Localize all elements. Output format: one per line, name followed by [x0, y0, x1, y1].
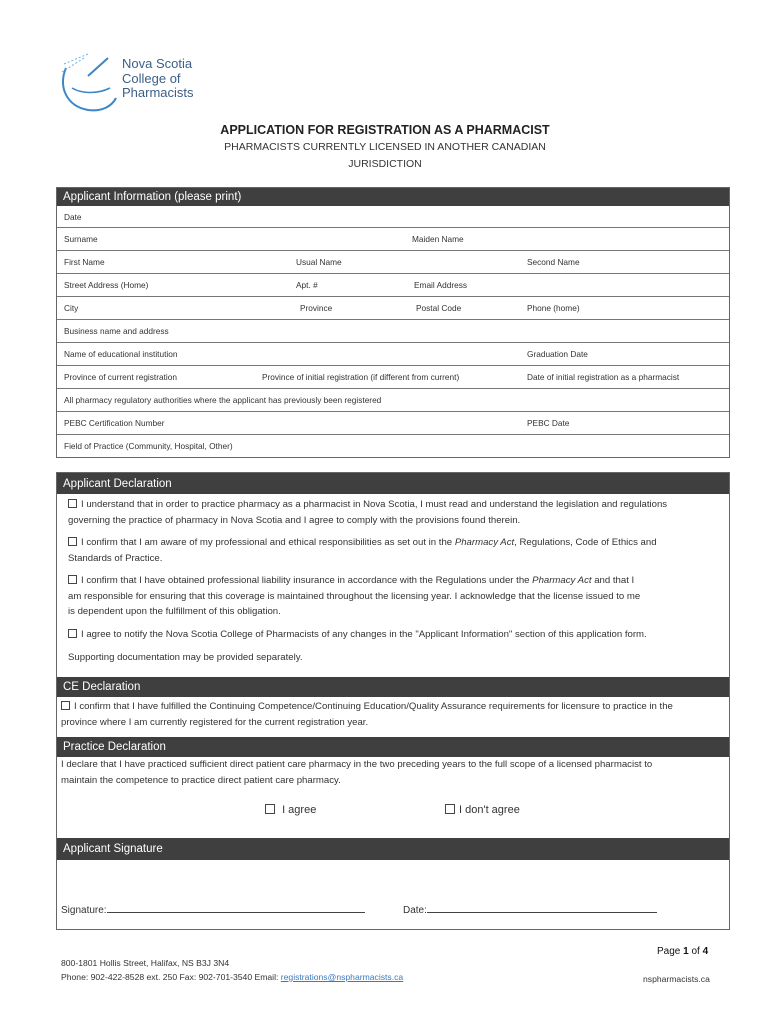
email-link[interactable]: registrations@nspharmacists.ca [280, 972, 404, 982]
declaration-item-3: I confirm that I have obtained professional liability insurance in accordance with the Regulations under the Pharmacy Act and that I am responsible for ensuring that this coverage is maintained throughout the licensing year. I acknowledge that the license issued to me is dependent upon the fulfillment of this obligation. [68, 575, 641, 617]
row-business[interactable] [57, 319, 729, 342]
second-name-label: Second Name [527, 257, 580, 267]
logo-text [122, 57, 194, 101]
signature-line[interactable] [107, 903, 365, 913]
declaration-item-2: I confirm that I am aware of my professional and ethical responsibilities as set out in the Pharmacy Act, Regulations, Code of Ethics and Standards of Practice. [68, 537, 657, 564]
practice-declaration-header: Practice Declaration [57, 737, 729, 757]
checkbox[interactable] [68, 537, 77, 546]
province-label: Province [300, 303, 333, 313]
row-surname[interactable] [57, 227, 729, 250]
ce-declaration-header: CE Declaration [57, 677, 729, 697]
field-of-practice-label: Field of Practice (Community, Hospital, Other) [64, 441, 233, 451]
checkbox[interactable] [61, 701, 70, 710]
checkbox[interactable] [68, 629, 77, 638]
row-pebc[interactable] [57, 411, 729, 434]
mortar-pestle-icon [58, 48, 122, 118]
signature-field[interactable]: Signature: [61, 903, 381, 919]
logo-line-3: Pharmacists [122, 85, 194, 100]
row-date[interactable] [57, 206, 729, 227]
date-initial-label: Date of initial registration as a pharmacist [527, 372, 680, 382]
footer-address: 800-1801 Hollis Street, Halifax, NS B3J 3N4 [61, 958, 230, 968]
declaration-item-1: I understand that in order to practice pharmacy as a pharmacist in Nova Scotia, I must read and understand the legislation and regulations governing the practice of pharmacy in Nova Scotia and I agree to comply with the provisions found therein. [68, 499, 668, 526]
page-subtitle: PHARMACISTS CURRENTLY LICENSED IN ANOTHER CANADIAN [224, 141, 546, 153]
checkbox[interactable] [68, 499, 77, 508]
row-city[interactable] [57, 296, 729, 319]
row-education[interactable] [57, 342, 729, 365]
email-label: Email Address [414, 280, 468, 290]
pebc-date-label: PEBC Date [527, 418, 570, 428]
pebc-number-label: PEBC Certification Number [64, 418, 165, 428]
applicant-signature-header: Applicant Signature [57, 838, 729, 860]
applicant-info-header: Applicant Information (please print) [57, 188, 729, 206]
row-address[interactable] [57, 273, 729, 296]
page-title: APPLICATION FOR REGISTRATION AS A PHARMACIST [220, 123, 550, 137]
row-field[interactable] [57, 434, 729, 457]
row-names[interactable] [57, 250, 729, 273]
page-subtitle-line2: JURISDICTION [348, 158, 422, 170]
footer-website[interactable]: nspharmacists.ca [643, 974, 710, 984]
graduation-date-label: Graduation Date [527, 349, 588, 359]
practice-declaration-text: I declare that I have practiced sufficient direct patient care pharmacy in the two preceding years to the full scope of a licensed pharmacist to maintain the competence to practice direct patient care pharmacy. [61, 759, 653, 786]
row-authorities[interactable] [57, 388, 729, 411]
apt-label: Apt. # [296, 280, 318, 290]
applicant-info-table [56, 187, 730, 458]
postal-code-label: Postal Code [416, 303, 462, 313]
province-current-label: Province of current registration [64, 372, 177, 382]
logo-line-2: College of [122, 70, 181, 86]
page-number: Page 1 of 4 [657, 946, 709, 957]
footer-contact: Phone: 902-422-8528 ext. 250 Fax: 902-701-3540 Email: registrations@nspharmacists.ca [61, 972, 404, 982]
maiden-name-label: Maiden Name [412, 234, 464, 244]
disagree-checkbox[interactable] [445, 804, 455, 814]
first-name-label: First Name [64, 257, 105, 267]
date-line[interactable] [427, 903, 657, 913]
usual-name-label: Usual Name [296, 257, 342, 267]
business-label: Business name and address [64, 326, 169, 336]
education-label: Name of educational institution [64, 349, 178, 359]
supporting-docs-note: Supporting documentation may be provided separately. [68, 652, 303, 663]
province-initial-label: Province of initial registration (if different from current) [262, 372, 460, 382]
street-label: Street Address (Home) [64, 280, 149, 290]
authorities-label: All pharmacy regulatory authorities where the applicant has previously been registered [64, 395, 382, 405]
declaration-item-4: I agree to notify the Nova Scotia College of Pharmacists of any changes in the "Applicant Information" section of this application form. [68, 627, 718, 643]
college-logo [58, 48, 218, 118]
applicant-declaration-header: Applicant Declaration [57, 473, 729, 494]
row-registration[interactable] [57, 365, 729, 388]
surname-label: Surname [64, 234, 98, 244]
city-label: City [64, 303, 79, 313]
disagree-option[interactable]: I don't agree [445, 803, 585, 819]
agree-option[interactable]: I agree [265, 803, 385, 819]
agree-checkbox[interactable] [265, 804, 275, 814]
logo-line-1: Nova Scotia [122, 56, 193, 71]
checkbox[interactable] [68, 575, 77, 584]
signature-date-field[interactable]: Date: [403, 903, 673, 919]
date-label: Date [64, 212, 82, 222]
ce-declaration-text: I confirm that I have fulfilled the Continuing Competence/Continuing Education/Quality Assurance requirements for licensure to practice in the province where I am currently registered for the current registration year. [61, 701, 673, 728]
phone-label: Phone (home) [527, 303, 580, 313]
